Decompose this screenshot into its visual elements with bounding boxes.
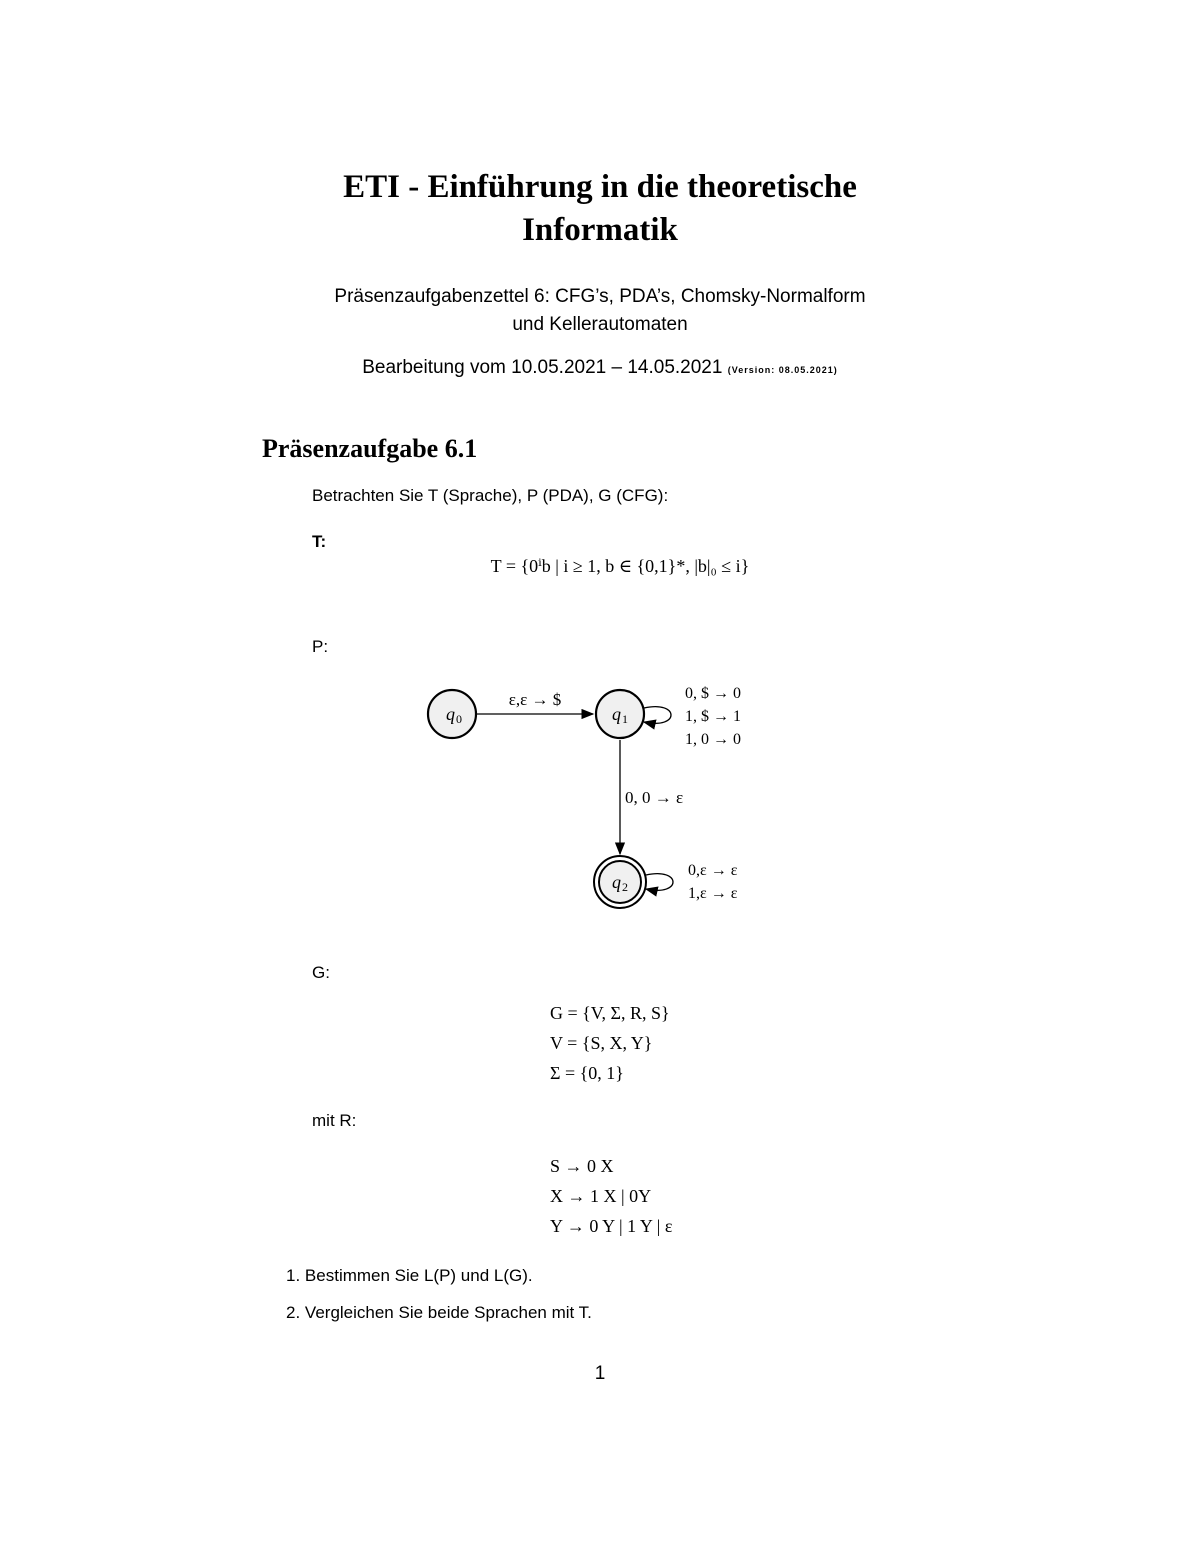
- loop-q2-label-2: 1,ε → ε: [688, 885, 738, 902]
- rule-line: S → 0 X: [550, 1156, 614, 1176]
- intro-text: Betrachten Sie T (Sprache), P (PDA), G (CFG):: [312, 486, 669, 505]
- svg-text:q: q: [446, 704, 455, 724]
- loop-q1-label-3: 1, 0 → 0: [685, 731, 741, 748]
- grammar-def-line: V = {S, X, Y}: [550, 1033, 653, 1053]
- state-q0: [428, 690, 476, 738]
- svg-text:q: q: [612, 704, 621, 724]
- r-label: mit R:: [312, 1111, 357, 1130]
- loop-q1: [644, 707, 671, 724]
- date-line: [0, 354, 1200, 384]
- svg-text:1: 1: [622, 712, 628, 726]
- task-item: [286, 1266, 533, 1286]
- state-q2-accepting: [594, 856, 646, 908]
- rule-line: Y → 0 Y | 1 Y | ε: [550, 1216, 673, 1236]
- page-number: 1: [594, 1363, 606, 1384]
- title-line-2: Informatik: [522, 212, 678, 248]
- grammar-def-line: Σ = {0, 1}: [550, 1063, 624, 1083]
- loop-q1-label-1: 0, $ → 0: [685, 685, 741, 702]
- t-label: T:: [312, 532, 327, 551]
- state-q1: [596, 690, 644, 738]
- task-number: 1.: [286, 1266, 301, 1285]
- subtitle-line-2: und Kellerautomaten: [512, 314, 688, 335]
- subtitle-line-1: Präsenzaufgabenzettel 6: CFG’s, PDA’s, Chomsky-Normalform: [334, 286, 866, 307]
- svg-text:0: 0: [456, 712, 462, 726]
- date-range: Bearbeitung vom 10.05.2021 – 14.05.2021: [362, 357, 723, 378]
- rule-line: X → 1 X | 0Y: [550, 1186, 652, 1206]
- grammar-definition: [550, 998, 670, 1088]
- pda-diagram: [400, 660, 820, 920]
- loop-q2: [646, 874, 673, 891]
- loop-q1-label-2: 1, $ → 1: [685, 708, 741, 725]
- grammar-def-line: G = {V, Σ, R, S}: [550, 1003, 670, 1023]
- task-text: Vergleichen Sie beide Sprachen mit T.: [304, 1303, 592, 1322]
- task-item: [286, 1303, 592, 1323]
- task-number: 2.: [286, 1303, 301, 1322]
- g-label: G:: [312, 963, 330, 982]
- p-label: P:: [312, 637, 329, 656]
- task-text: Bestimmen Sie L(P) und L(G).: [304, 1266, 533, 1285]
- loop-q2-label-1: 0,ε → ε: [688, 862, 738, 879]
- grammar-rules: [550, 1151, 672, 1241]
- svg-text:q: q: [612, 872, 621, 892]
- edge-q0-q1-label: ε,ε → $: [508, 690, 562, 709]
- svg-text:2: 2: [622, 880, 628, 894]
- edge-q1-q2-label: 0, 0 → ε: [625, 788, 684, 807]
- version-note: (Version: 08.05.2021): [727, 365, 838, 375]
- section-heading: Präsenzaufgabe 6.1: [262, 434, 478, 463]
- t-formula: T = {0ⁱb | i ≥ 1, b ∈ {0,1}*, |b|₀ ≤ i}: [490, 556, 750, 576]
- title-line-1: ETI - Einführung in die theoretische: [343, 169, 857, 205]
